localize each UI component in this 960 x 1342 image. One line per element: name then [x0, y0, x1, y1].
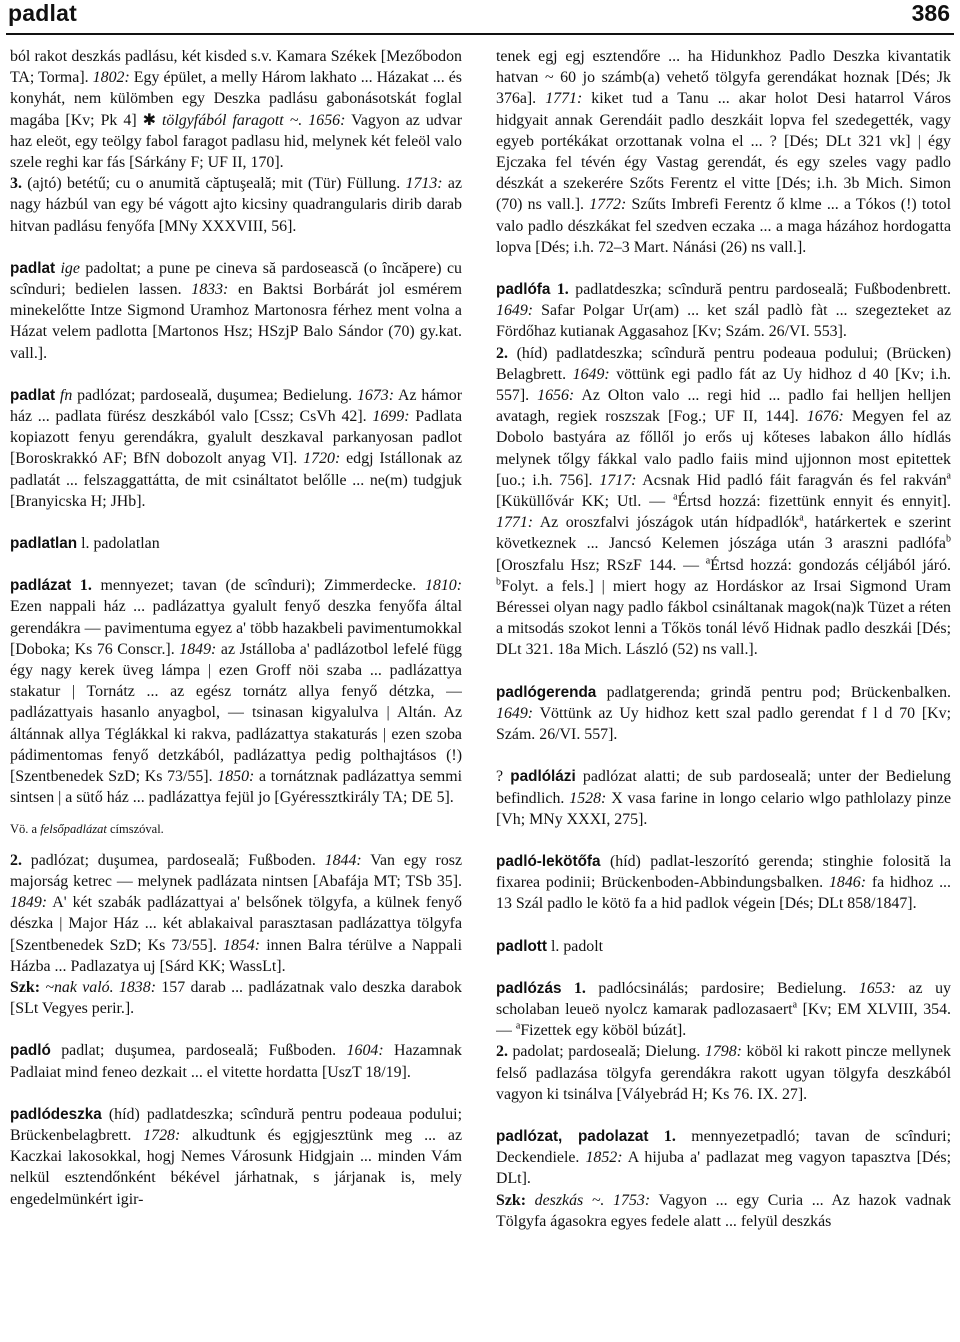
headword: padlógerenda [496, 683, 597, 701]
footnote-mark: a [799, 512, 804, 524]
text: Vöttünk az Uy hidhoz kett szal padlo gerendat f l d 70 [Kv; Szám. 26/VI. 557]. [496, 704, 951, 744]
text: (híd) padlatdeszka; scîndură pentru podeaua podului; Brückenbelagbrett. [10, 1105, 462, 1144]
date: 1528: [569, 789, 607, 807]
sense-number: 1. [550, 281, 569, 299]
entry-padlat-fn [10, 385, 462, 512]
entry-continuation [496, 46, 951, 258]
text: [Küküllővár KK; Utl. — [496, 493, 674, 511]
sense-number: 1. [71, 577, 92, 595]
date: 1772: [589, 196, 627, 214]
footnote-mark: a [673, 491, 678, 503]
headword: padlatlan [10, 535, 78, 553]
date: 1656: [302, 111, 346, 129]
entry-padlofa [496, 279, 951, 343]
sense-paragraph [10, 173, 462, 237]
date: 1649: [572, 365, 610, 383]
date: 1849: [10, 894, 48, 912]
footnote-mark: a [946, 470, 951, 482]
text: Értsd hozzá: fizettünk ennyit és ennyit]. [677, 493, 951, 511]
date: 1854: [223, 936, 261, 954]
text: az nagy házbúl van egy bé vágott ajto kicsiny quadrangularis dirib darab hitvan padlásu fenyőfa [MNy XXXVIII, 56]. [10, 175, 462, 235]
headword: padlózat, padolazat [496, 1127, 649, 1145]
headword: padlózás [496, 979, 562, 997]
footnote-mark: b [496, 576, 501, 588]
text: a tornátznak padlázattya semmi sintsen | a sütő ház ... padlázattya fejül jo [Gyéressztkirály TA; DE 5]. [10, 768, 462, 807]
text: címszóval. [106, 821, 164, 836]
entry-padlolazi [496, 766, 951, 830]
text: Fizettek egy köböl búzát]. [520, 1022, 687, 1040]
text: Az oroszfalvi jószágok után hídpadlók [533, 514, 800, 532]
text: padolat; pardoseală; Dielung. [507, 1043, 705, 1061]
text: az Jstálloba a' padlázotbol lefelé függ égy nagy kerek üveg lámpa | ezen Groff nöi szaba ... padlázattya stakatur | Tornátz ... az egész tornátz allya fenyő détzka, — padlázattyais hasanlo anyagbol, — tsinasan kigyalulva | Altán. Az áltánnak allya Téglákkal ki rakva, padlázattya stakaturás | ezen szoba pádimentomas fenyő detzkából, padlázattya pedig polthajtásos (!) [Szentbenedek SzD; Ks 73/55]. [10, 640, 462, 786]
text: Vö. a [10, 821, 41, 836]
text: köböl ki rakott pincze mellynek felső padlazása tölgyfa gerendákra rakott ugyan tölgyfa deszkából vagyon ki tsinálva [Vályebrád H; Ks 76. IX. 27]. [496, 1043, 951, 1103]
headword: padlott [496, 937, 547, 955]
compound-paragraph [10, 977, 462, 1019]
text: Szűts Imbrefi Ferentz ő klme ... a Tókos (!) totol valo padlo dészkákat fel szedven eczaka ... a maga házához hordogatta lopva [Dés; i.h. 72–3 Mart. Nánási (26) ns vall.]. [496, 196, 951, 256]
phrase: ~nak való. [45, 978, 114, 996]
compound-paragraph [496, 1190, 951, 1232]
date: 1844: [324, 851, 362, 869]
sense-paragraph [10, 850, 462, 977]
text: Vagyon az udvar haz eleöt, egy teölgy fabol faragot padlasu hid, melynek két feleöl valo szele reghi kar fás [Sárkány F; UF II, 170]. [10, 111, 462, 172]
headword: padlázat [10, 577, 72, 595]
sense-number: 2. [496, 344, 508, 362]
entry-padlodeszka [10, 1104, 462, 1210]
phrase: tölgyfából faragott ~. [162, 111, 303, 129]
text: mennyezet; tavan (de scînduri); Zimmerdecke. [91, 577, 425, 595]
text: Safar Polgar Ur(am) ... ket szál padlò fàt ... szegezteket az Fördőhaz kutianak Aggasahoz [Kv; Szám. 26/VI. 553]. [496, 302, 951, 341]
date: 1649: [496, 302, 534, 320]
text: Értsd hozzá: gondozás céljából járó. [710, 556, 951, 574]
date: 1728: [143, 1126, 181, 1144]
text: Van egy rosz majorság ketrec — melynek padlázata nintsen [Abafája MT; TSb 35]. [10, 851, 462, 890]
date: 1653: [858, 979, 896, 997]
text: Hazamnak Padlaiat mind feneo dezkait ... el vitette hordatta [UszT 18/19]. [10, 1042, 462, 1081]
grammar-label: fn [55, 386, 73, 404]
date: 1717: [599, 471, 637, 489]
text: (híd) padlatdeszka; scîndură pentru podeaua podului; (Brücken) Belagbrett. [496, 344, 951, 383]
text: Acsnak Hid padló fáit faragván és fel rakván [636, 471, 947, 489]
sense-paragraph [496, 343, 951, 661]
text: padlózat; pardoseală, duşumea; Bedielung. [72, 386, 357, 404]
headword: padló-lekötőfa [496, 852, 601, 870]
entry-padlazat [10, 575, 462, 808]
date: 1676: [806, 408, 844, 426]
grammar-label: ige [55, 259, 80, 277]
text: padlócsinálás; pardosire; Bedielung. [585, 979, 859, 997]
date: 1753: [604, 1191, 651, 1209]
phrase: deszkás ~. [534, 1191, 605, 1209]
right-column [496, 46, 951, 1336]
entry-padlatlan [10, 533, 462, 554]
footnote-mark: a [792, 999, 798, 1011]
date: 1850: [217, 768, 255, 786]
text: Egy épület, a melly Három lakhato ... Házakat ... és konyhát, nem külömben egy Deszka padlásu gabonásotskát foglal magába [Kv; Pk 4] ✱ [10, 69, 462, 129]
date: 1699: [372, 408, 410, 426]
text: mennyezetpadló; tavan de scînduri; Deckendiele. [496, 1127, 951, 1167]
date: 1852: [585, 1149, 623, 1167]
text: tenek egj egj esztendőre ... ha Hidunkhoz Padlo Deszka kivantatik hatvan ~ 60 jo számb(a) vehető tölgyfa gerendákat hoznak [Dés; Jk 376a]. [496, 48, 951, 108]
text: padlatgerenda; grindă pentru pod; Brückenbalken. [596, 683, 951, 701]
text: 157 darab ... padlázatnak valo deszka darabok [SLt Vegyes perir.]. [10, 978, 462, 1018]
date: 1838: [113, 978, 156, 996]
date: 1720: [303, 450, 341, 468]
phrase: felsőpadlázat [40, 821, 107, 836]
headword: padlat [10, 386, 56, 404]
headword: padlólázi [510, 768, 576, 786]
date: 1833: [191, 281, 229, 299]
text: Az Olton valo ... regi hid ... padlo fai helljen helljen avatagh, regiek roszszak [Fog.; UF II, 144]. [496, 387, 951, 426]
text: A hijuba a' padlazat meg vagyon tapasztva [Dés; DLt]. [496, 1149, 951, 1188]
date: 1771: [545, 90, 583, 108]
compound-label: Szk: [10, 978, 46, 996]
entry-padlat-ige [10, 258, 462, 364]
date: 1849: [179, 640, 217, 658]
text: Folyt. a fels.] | miert hogy az Hordáskor az Irsai Sigmond Uram Béressei olyan nagy padlo fákbol csináltanak magok(na)k Tüzet a réten a mitsodás szokot lenni a Tőkös tonál lévő Hidnak padlo deszkái [Dés; DLt 321. 18a Mich. László (52) ns vall.]. [496, 577, 951, 659]
compound-label: Szk: [496, 1191, 535, 1209]
text: innen Balra térülve a Nappali Házba ... Padlazatya uj [Sárd KK; WassLt]. [10, 936, 462, 975]
entry-padlo-lekotofa [496, 851, 951, 915]
text: Vagyon ... egy Curia ... Az hazok vadnak Tölgyfa ágasokra egyes fedele alatt ... felyül deszkás [496, 1191, 951, 1230]
entry-paragraph [10, 46, 462, 173]
text: en Baktsi Borbárát jol esmérem minekelőtte Intze Sigmond Uramhoz Martonosra férhez ment volna a Házat velem padlotta [Martonos Hsz; HSzjP Balo Sándor (70) gy.kat. vall.]. [10, 281, 462, 362]
text: ? [496, 768, 511, 786]
text: edgj Istállonak az padlatát ... felszaggattátta, de mit csináltatot belőlle ... ne(m) tudgjuk [Branyicska H; JHb]. [10, 450, 462, 510]
text: Megyen fel az Dobolo bastyára az főllől jo erős uj kőteses labakon állo hídlás melynek tőlgy fákkal valo padlo faiis mind ujjonnon most epitettek [uo.; i.h. 756]. [496, 408, 951, 489]
date: 1810: [424, 577, 462, 595]
text: az uy scholaban leueö nyolcz kamarak padlozasaert [496, 979, 951, 1018]
headword: padlat [10, 259, 56, 277]
date: 1771: [496, 514, 534, 532]
sense-number: 2. [10, 851, 22, 869]
headword: padlódeszka [10, 1105, 102, 1123]
date: 1846: [828, 874, 867, 892]
page-header [0, 0, 960, 34]
text: (híd) padlat-leszorító gerenda; stinghie folosită la fixarea podinii; Brückenboden-Abbindungsbalken. [496, 852, 951, 892]
text: l. padolatlan [77, 535, 160, 553]
sense-number: 3. [10, 175, 22, 193]
date: 1713: [405, 175, 443, 193]
text: X vasa farine in longo celario wlgo pathlolazy pinze [Vh; MNy XXXI, 275]. [496, 789, 951, 828]
sense-number: 1. [648, 1127, 676, 1145]
date: 1604: [346, 1042, 384, 1060]
text: alkudtunk és egjgjesztünk meg ... az Kaczkai lakosokkal, hogj Nemes Városunk Hidgjain ... minden Vám nelkül esztendőnként békével járhatnak, s járjanak is, mely engedelmünkért igir- [10, 1126, 462, 1208]
text: , határkertek e szerint következnek ... Jancsó Kelemen jószága után 3 araszni padlófa [496, 514, 951, 553]
left-column [10, 46, 462, 1336]
date: 1656: [537, 387, 575, 405]
entry-padlott [496, 936, 951, 957]
sense-number: 2. [496, 1043, 508, 1061]
footnote-mark: a [705, 555, 711, 567]
header-rule [6, 33, 954, 35]
date: 1802: [92, 69, 130, 87]
sense-number: 1. [561, 979, 586, 997]
text: fa hidhoz ... 13 Szál padlo le kötö fa a hid padlok végein [Dés; DLt 858/1847]. [496, 874, 951, 913]
date: 1673: [356, 386, 395, 404]
entry-padlogerenda [496, 682, 951, 746]
text: vöttünk egi padlo fát az Uy hidhoz d 40 [Kv; i.h. 557]. [496, 365, 951, 405]
text: A' két szabák padlázattyai a' belsőnek tölgyfa, a külnek fenyő dészka | Major Ház ... két ablakaival parasztasan padlázattya tölgyfa [Szentbenedek SzD; Ks 73/55]. [10, 894, 462, 954]
text: Ezen nappali ház ... padlázattya gyalult fenyő deszka fenyőfa által gerendákra — pavimentuma egyez a' több hazakbeli pavimentumokkal [Doboka; Ks 76 Conscr.]. [10, 598, 462, 658]
entry-padlo [10, 1040, 462, 1082]
sense-paragraph [496, 1041, 951, 1105]
text: padlatdeszka; scîndură pentru pardoseală; Fußbodenbrett. [568, 281, 951, 299]
text: padlat; duşumea, pardoseală; Fußboden. [50, 1042, 347, 1060]
footnote-mark: a [515, 1020, 521, 1032]
headword: padló [10, 1042, 51, 1060]
text: Az hámor ház ... padlata fürész deszkából valo [Cssz; CsVh 42]. [10, 386, 462, 426]
text: padlózat alatti; de sub pardoseală; unter der Bedielung befindlich. [496, 768, 951, 807]
text: [Oroszfalu Hsz; RSzF 144. — [496, 556, 706, 574]
entry-padlozas [496, 978, 951, 1042]
footnote-mark: b [946, 534, 951, 546]
date: 1798: [704, 1043, 742, 1061]
text: (ajtó) betétű; cu o anumită căptuşeală; mit (Tür) Füllung. [21, 175, 406, 193]
running-headword: padlat [8, 0, 77, 26]
text: ból rakot deszkás padlásu, két kisded s.v. Kamara Székek [Mezőbodon TA; Torma]. [10, 48, 462, 87]
cross-reference [10, 819, 462, 840]
text: l. padolt [546, 937, 604, 955]
date: 1649: [496, 704, 534, 722]
text: kiket tud a Tanu ... akar holot Desi hatarrol Város hidgyait annak Gerendáit padlo deszkáit lopva fel szedegették, vagy egyeb portékákat orzottanak volna el ... ? [Dés; DLt 321 vk] | égy Ejczaka fel tévén égy Vastag gerendát, és egy szeles vagy padlo dészkát a szekerére Szőts Ferentz el vitte [Dés; i.h. 3b Mich. Simon (70) ns vall.]. [496, 90, 951, 214]
page-number: 386 [911, 0, 950, 26]
entry-padlozat [496, 1126, 951, 1190]
text: padoltat; a pune pe cineva să pardosească (o încăpere) cu scînduri; bedielen lassen. [10, 259, 462, 299]
text: [Kv; EM XLVIII, 354. — [496, 1000, 951, 1040]
headword: padlófa [496, 281, 551, 299]
text: padlózat; duşumea, pardoseală; Fußboden. [21, 851, 325, 869]
text: Padlata kopiazott fenyu gerendákra, gyalult deszkaval parkanyosan padlot [Boroskrakkó AF; BfN dobozolt anyag VI]. [10, 408, 462, 468]
